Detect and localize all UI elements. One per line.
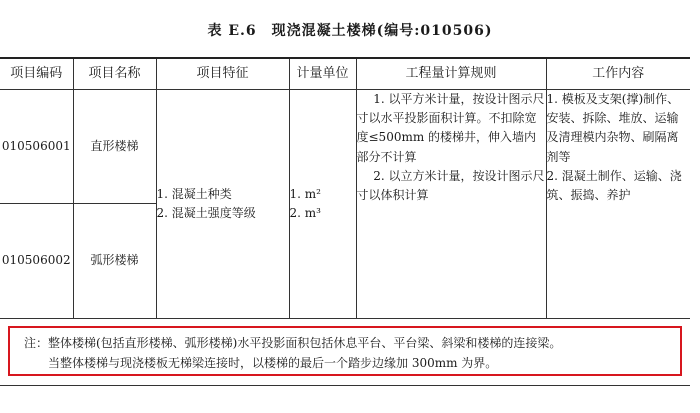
rule-item: 2. 以立方米计量，按设计图示尺寸以体积计算 [356,168,545,202]
note-cell [0,319,690,386]
row-code: 010506002 [0,204,73,319]
unit-item: 2. m³ [289,206,321,220]
row-code: 010506001 [0,90,73,204]
header-unit: 计量单位 [289,58,356,90]
work-content-cell [546,90,690,319]
note-highlight-box [8,326,682,376]
work-item: 2. 混凝土制作、运输、浇筑、振捣、养护 [546,168,682,202]
header-work-content: 工作内容 [546,58,690,90]
features-cell [156,90,289,319]
header-row [0,58,690,90]
header-project-code: 项目编码 [0,58,73,90]
rules-cell [356,90,546,319]
feature-item: 2. 混凝土强度等级 [156,206,256,220]
note-line: 注：整体楼梯(包括直形楼梯、弧形楼梯)水平投影面积包括休息平台、平台梁、斜梁和楼梯的连接梁。 [24,336,562,350]
work-item: 1. 模板及支架(撑)制作、安装、拆除、堆放、运输及清理模内杂物、刷隔离剂等 [546,92,680,164]
note-line: 当整体楼梯与现浇楼板无梯梁连接时，以楼梯的最后一个踏步边缘加 300mm 为界。 [48,355,498,370]
header-quantity-rules: 工程量计算规则 [356,58,546,90]
row-name: 直形楼梯 [73,90,156,204]
feature-item: 1. 混凝土种类 [156,186,232,201]
specification-table [0,57,690,386]
row-name: 弧形楼梯 [73,204,156,319]
table-row [0,90,690,204]
table-title: 表 E.6 现浇混凝土楼梯(编号:010506) [207,23,493,39]
rule-item: 1. 以平方米计量，按设计图示尺寸以水平投影面积计算。不扣除宽度≤500mm 的楼梯井，伸入墙内部分不计算 [356,92,545,164]
header-project-name: 项目名称 [73,58,156,90]
unit-item: 1. m² [289,186,321,201]
header-project-features: 项目特征 [156,58,289,90]
units-cell [289,90,356,319]
note-row [0,319,690,386]
